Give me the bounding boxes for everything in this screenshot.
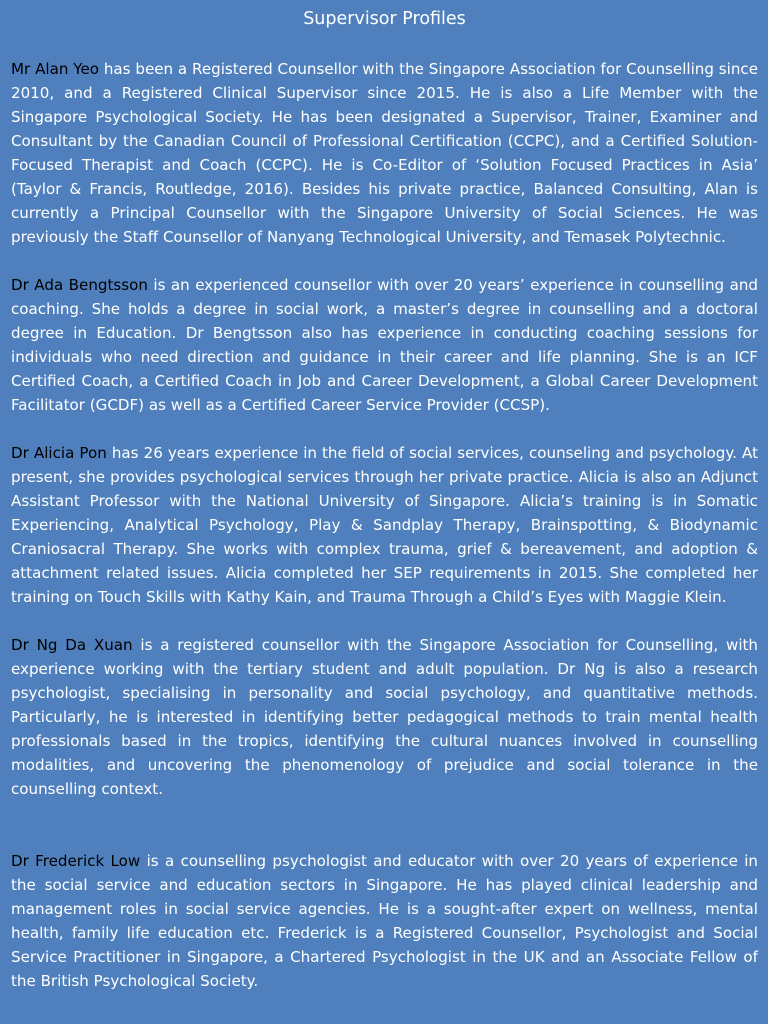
profile-name: Dr Ng Da Xuan	[11, 636, 133, 654]
profile-name: Dr Alicia Pon	[11, 444, 107, 462]
profile-name: Dr Frederick Low	[11, 852, 141, 870]
profile-alan-yeo	[11, 57, 758, 249]
profile-frederick-low	[11, 849, 758, 993]
profile-bio: is a counselling psychologist and educator with over 20 years of experience in the social service and education sectors in Singapore. He has played clinical leadership and management roles in social service agencies. He is a sought-after expert on wellness, mental health, family life education etc. Frederick is a Registered Counsellor, Psychologist and Social Service Practitioner in Singapore, a Chartered Psychologist in the UK and an Associate Fellow of the British Psychological Society.	[11, 852, 758, 990]
profile-bio: is an experienced counsellor with over 20 years’ experience in counselling and coaching. She holds a degree in social work, a master’s degree in counselling and a doctoral degree in Education. Dr Bengtsson also has experience in conducting coaching sessions for individuals who need direction and guidance in their career and life planning. She is an ICF Certified Coach, a Certified Coach in Job and Career Development, a Global Career Development Facilitator (GCDF) as well as a Certified Career Service Provider (CCSP).	[11, 276, 758, 414]
profile-name: Mr Alan Yeo	[11, 60, 99, 78]
profile-ng-da-xuan	[11, 633, 758, 801]
profile-bio: has 26 years experience in the field of social services, counseling and psychology. At present, she provides psychological services through her private practice. Alicia is also an Adjunct Assistant Professor with the National University of Singapore. Alicia’s training is in Somatic Experiencing, Analytical Psychology, Play & Sandplay Therapy, Brainspotting, & Biodynamic Craniosacral Therapy. She works with complex trauma, grief & bereavement, and adoption & attachment related issues. Alicia completed her SEP requirements in 2015. She completed her training on Touch Skills with Kathy Kain, and Trauma Through a Child’s Eyes with Maggie Klein.	[11, 444, 758, 606]
profile-name: Dr Ada Bengtsson	[11, 276, 148, 294]
page-title: Supervisor Profiles	[303, 9, 466, 29]
profile-bio: is a registered counsellor with the Singapore Association for Counselling, with experience working with the tertiary student and adult population. Dr Ng is also a research psychologist, specialising in personality and social psychology, and quantitative methods. Particularly, he is interested in identifying better pedagogical methods to train mental health professionals based in the tropics, identifying the cultural nuances involved in counselling modalities, and uncovering the phenomenology of prejudice and social tolerance in the counselling context.	[11, 636, 758, 798]
profile-alicia-pon	[11, 441, 758, 609]
profile-bio: has been a Registered Counsellor with the Singapore Association for Counselling since 2010, and a Registered Clinical Supervisor since 2015. He is also a Life Member with the Singapore Psychological Society. He has been designated a Supervisor, Trainer, Examiner and Consultant by the Canadian Council of Professional Certification (CCPC), and a Certified Solution-Focused Therapist and Coach (CCPC). He is Co-Editor of ‘Solution Focused Practices in Asia’ (Taylor & Francis, Routledge, 2016). Besides his private practice, Balanced Consulting, Alan is currently a Principal Counsellor with the Singapore University of Social Sciences. He was previously the Staff Counsellor of Nanyang Technological University, and Temasek Polytechnic.	[11, 60, 758, 246]
profile-ada-bengtsson	[11, 273, 758, 417]
